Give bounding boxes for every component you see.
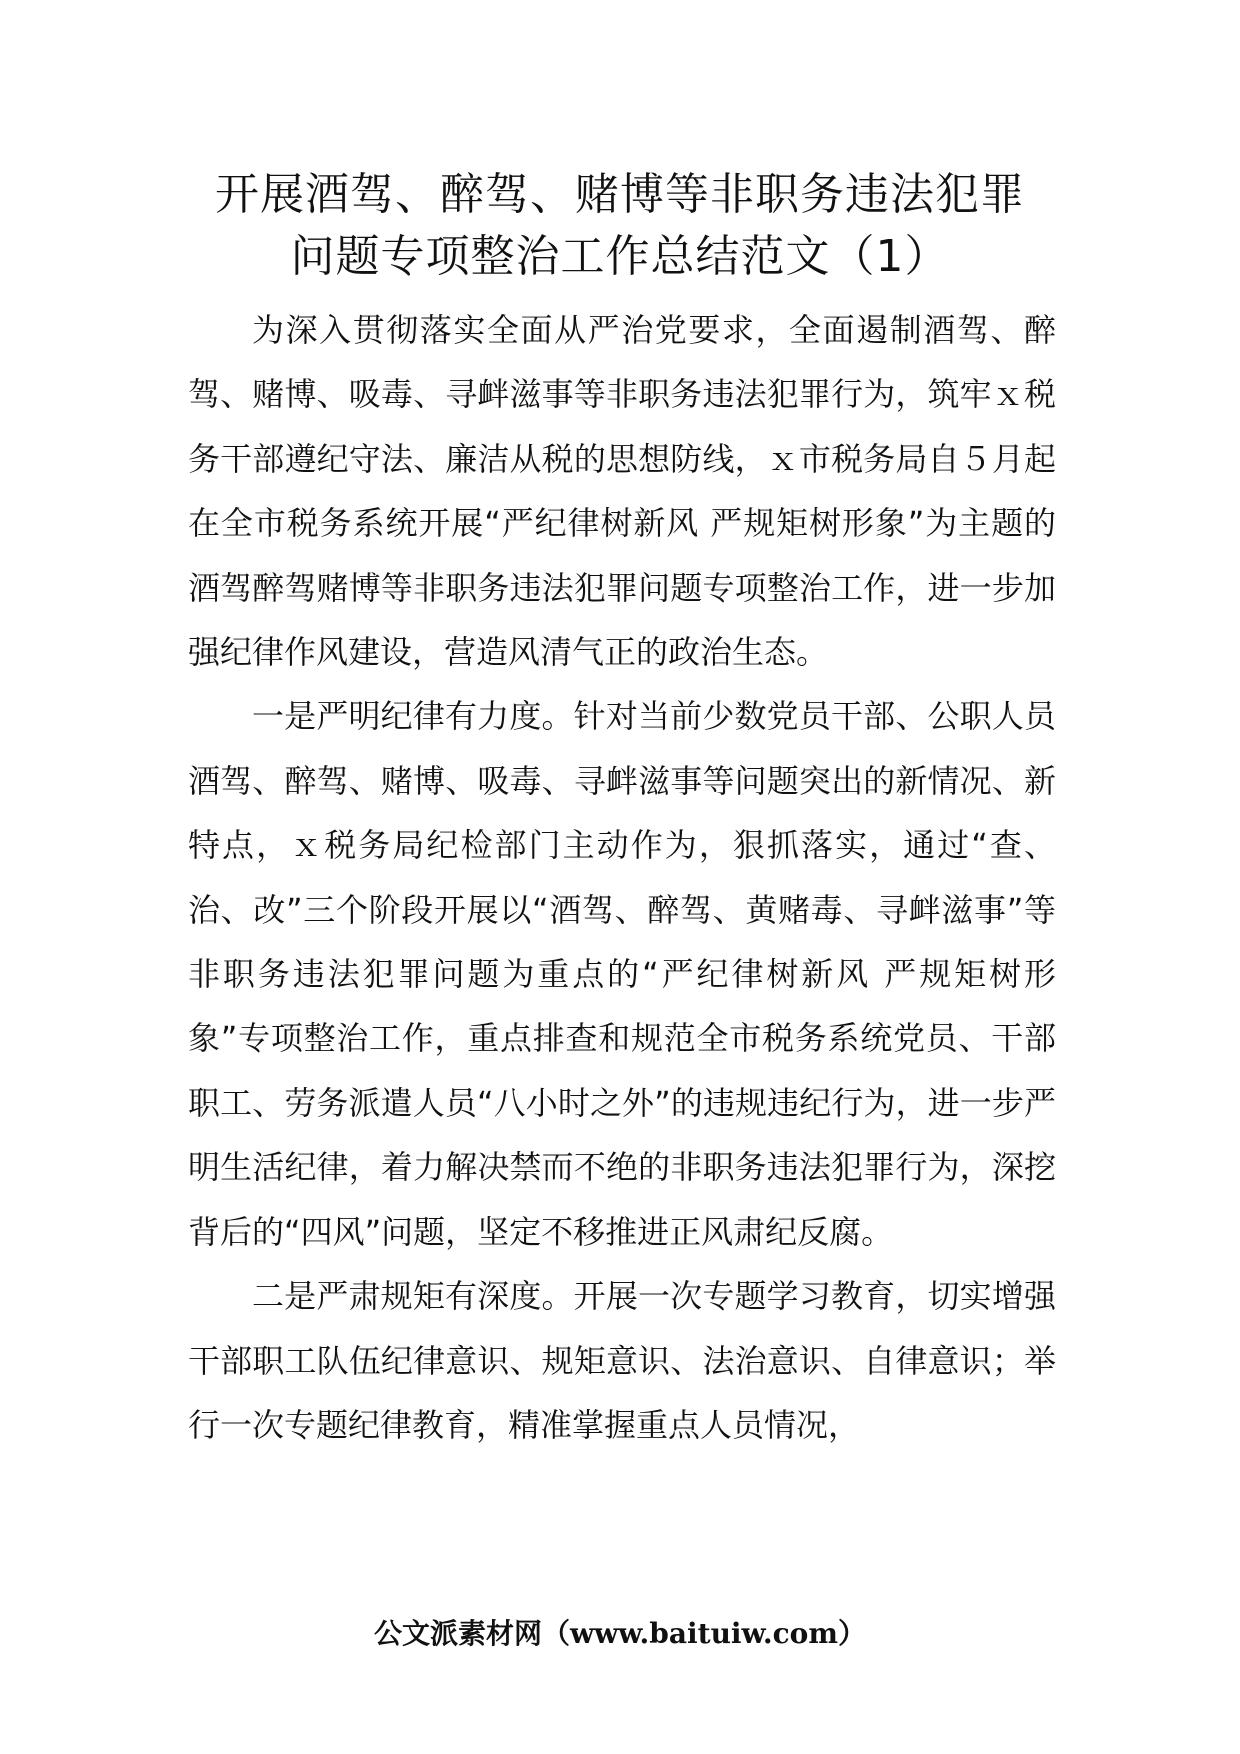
footer-watermark: 公文派素材网（www.baituiw.com） <box>374 1617 866 1650</box>
paragraph-rules: 二是严肃规矩有深度。开展一次专题学习教育，切实增强干部职工队伍纪律意识、规矩意识、法治意识、自律意识；举行一次专题纪律教育，精准掌握重点人员情况， <box>188 1277 1056 1444</box>
document-title <box>150 164 1090 288</box>
title-line-1: 开展酒驾、醉驾、赌博等非职务违法犯罪 <box>215 169 1025 220</box>
paragraph-discipline: 一是严明纪律有力度。针对当前少数党员干部、公职人员酒驾、醉驾、赌博、吸毒、寻衅滋事等问题突出的新情况、新特点，ｘ税务局纪检部门主动作为，狠抓落实，通过“查、治、改”三个阶段开展以“酒驾、醉驾、黄赌毒、寻衅滋事”等非职务违法犯罪问题为重点的“严纪律树新风 严规矩树形象”专项整治工作，重点排查和规范全市税务系统党员、干部职工、劳务派遣人员“八小时之外”的违规违纪行为，进一步严明生活纪律，着力解决禁而不绝的非职务违法犯罪行为，深挖背后的“四风”问题，坚定不移推进正风肃纪反腐。 <box>188 697 1056 1251</box>
paragraph-intro: 为深入贯彻落实全面从严治党要求，全面遏制酒驾、醉驾、赌博、吸毒、寻衅滋事等非职务违法犯罪行为，筑牢ｘ税务干部遵纪守法、廉洁从税的思想防线，ｘ市税务局自５月起在全市税务系统开展“严纪律树新风 严规矩树形象”为主题的酒驾醉驾赌博等非职务违法犯罪问题专项整治工作，进一步加强纪律作风建设，营造风清气正的政治生态。 <box>188 311 1056 672</box>
document-body <box>188 298 1056 1457</box>
title-line-2: 问题专项整治工作总结范文（1） <box>290 231 950 282</box>
